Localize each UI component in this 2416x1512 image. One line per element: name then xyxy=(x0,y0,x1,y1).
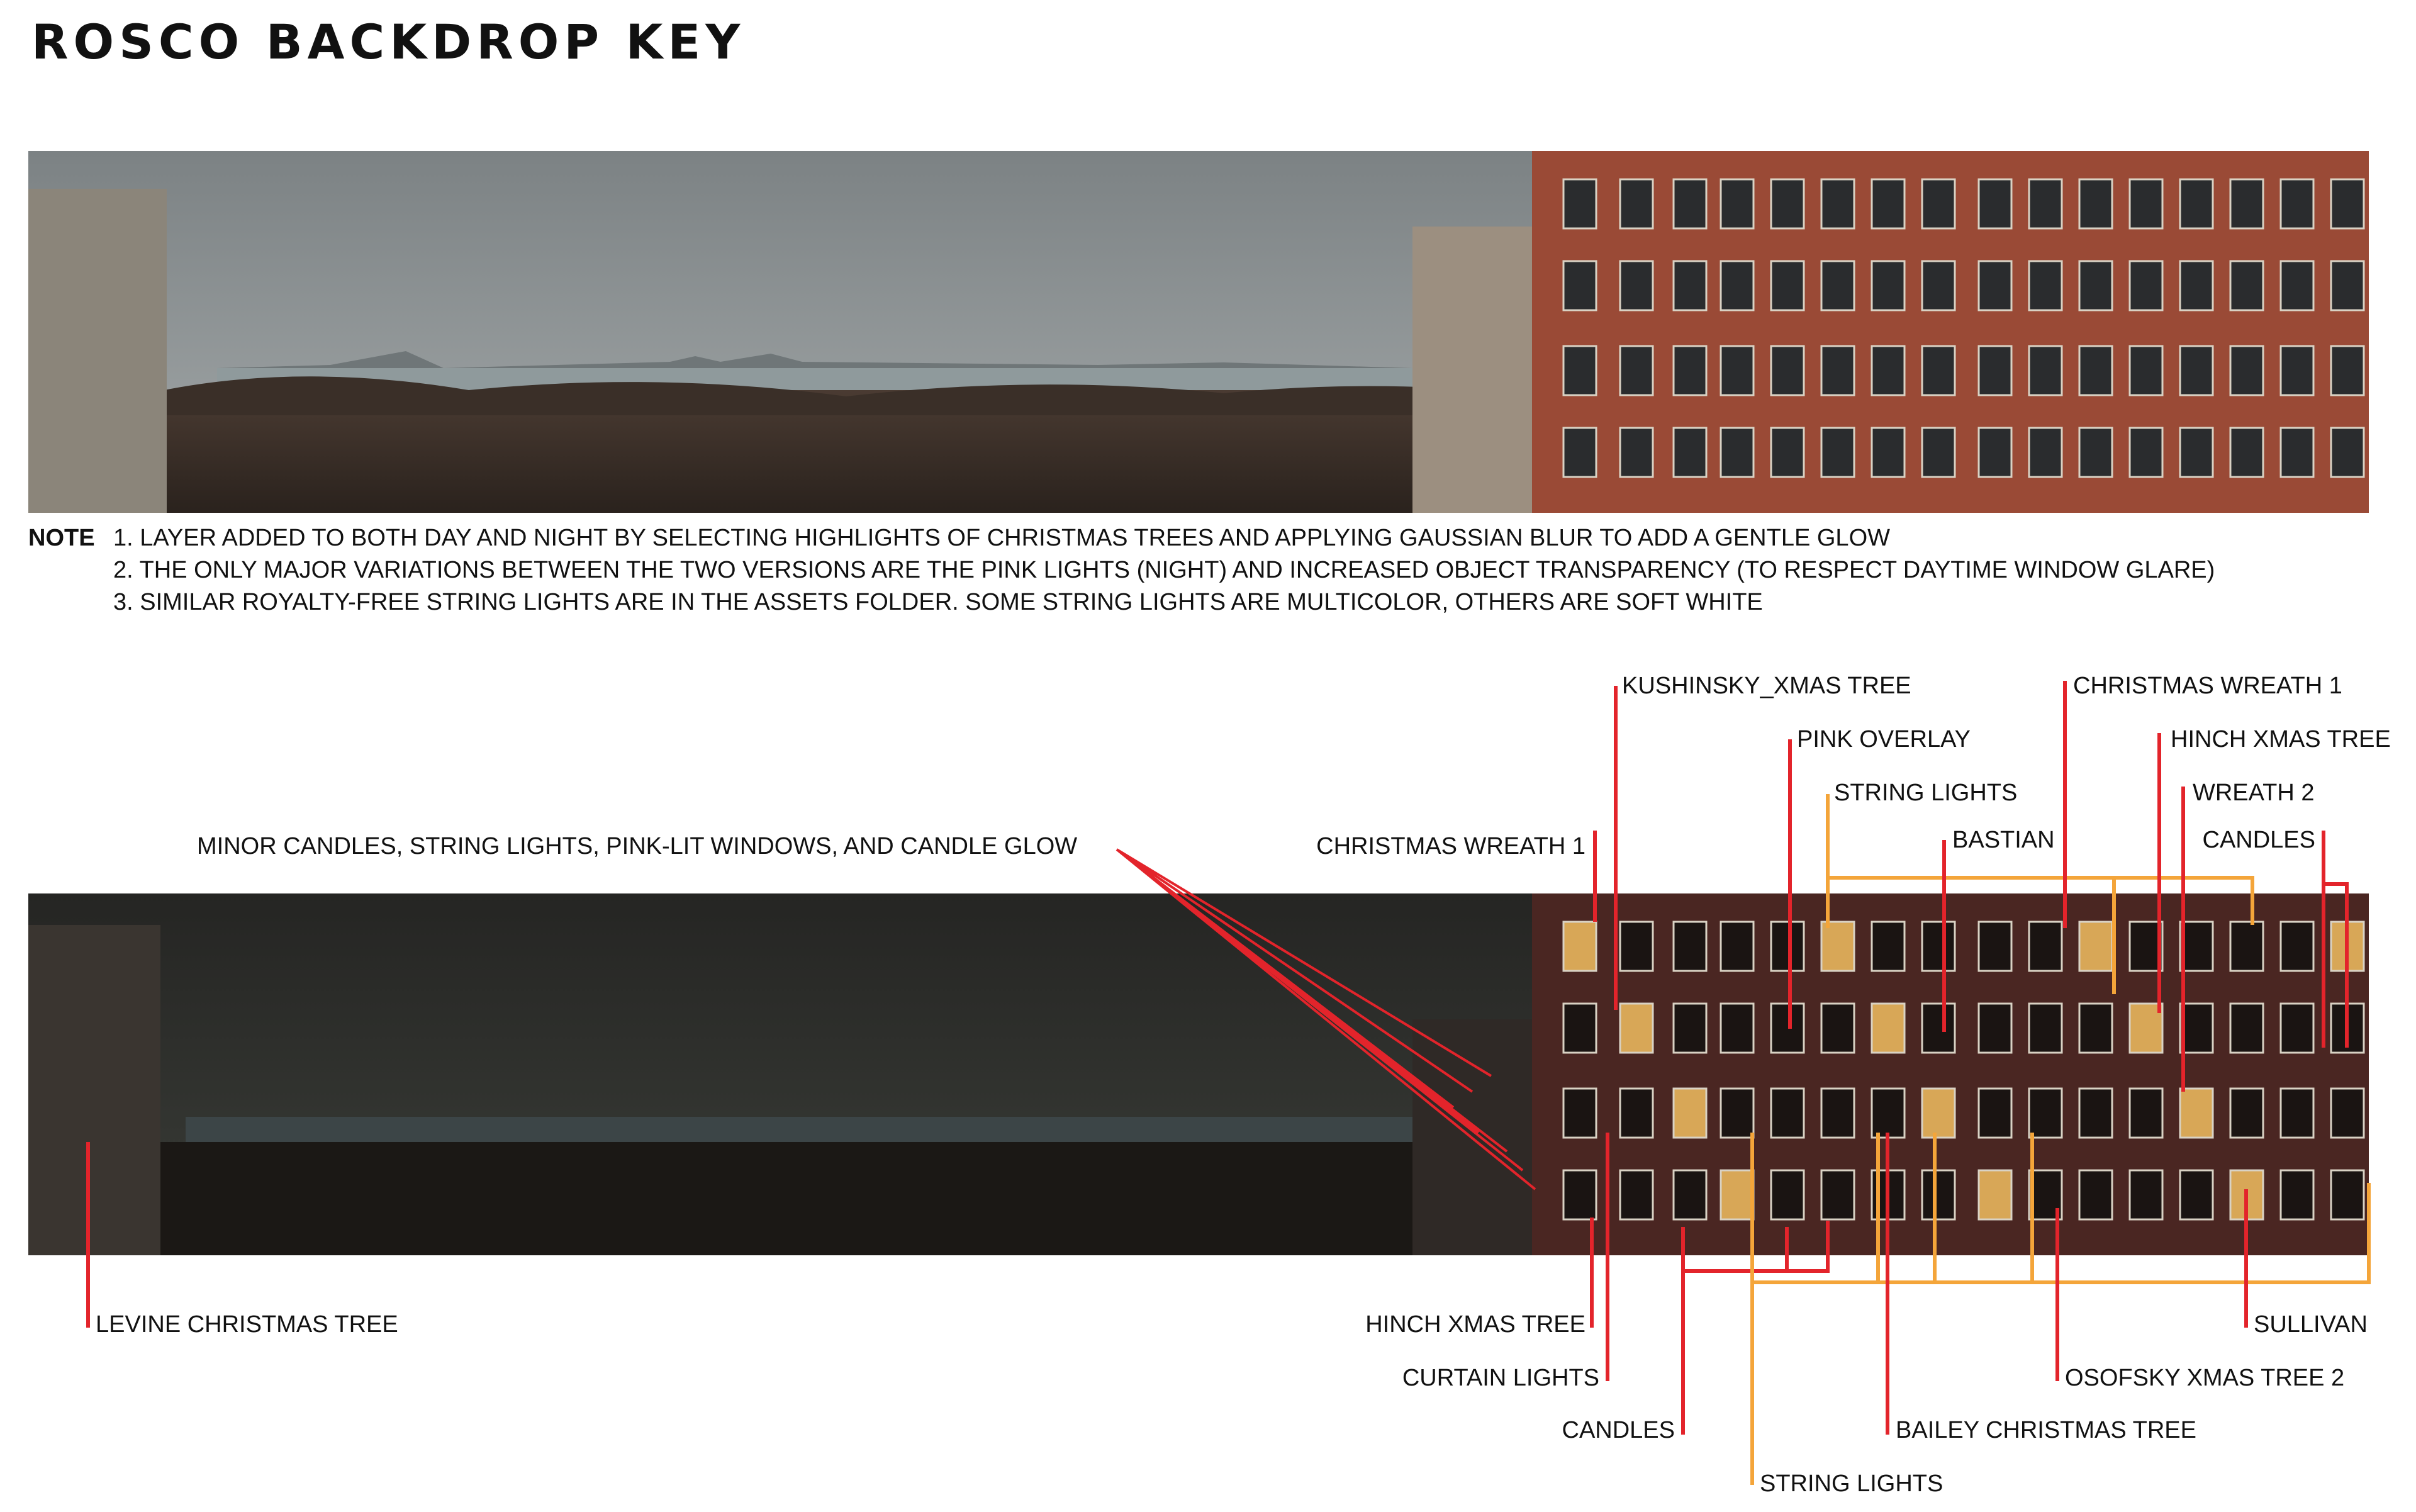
window xyxy=(2130,428,2162,477)
window xyxy=(1872,346,1904,395)
window xyxy=(2331,179,2364,228)
window xyxy=(1922,1004,1955,1053)
window xyxy=(1721,922,1753,971)
window xyxy=(2029,922,2062,971)
label-bastian: BASTIAN xyxy=(1952,827,2055,853)
window xyxy=(2180,261,2213,310)
note-label: NOTE xyxy=(28,525,95,551)
window xyxy=(2130,922,2162,971)
window xyxy=(2130,1089,2162,1138)
window xyxy=(2079,346,2112,395)
window xyxy=(1922,261,1955,310)
label-wreath-2: WREATH 2 xyxy=(2193,780,2315,806)
window xyxy=(2180,179,2213,228)
window xyxy=(1872,179,1904,228)
window xyxy=(1620,261,1653,310)
window xyxy=(1922,1089,1955,1138)
note-item-1: 1. LAYER ADDED TO BOTH DAY AND NIGHT BY SELECTING HIGHLIGHTS OF CHRISTMAS TREES AND APPLYING GAUSSIAN BLUR TO ADD A GENTLE GLOW xyxy=(113,525,1890,551)
day-left-building xyxy=(28,189,167,513)
label-kushinsky-tree: KUSHINSKY_XMAS TREE xyxy=(1622,673,1911,699)
window xyxy=(1721,179,1753,228)
window xyxy=(2079,428,2112,477)
window xyxy=(2029,1089,2062,1138)
window xyxy=(2029,1004,2062,1053)
label-sullivan: SULLIVAN xyxy=(2254,1311,2368,1338)
window xyxy=(1563,428,1596,477)
window xyxy=(2029,1170,2062,1219)
window xyxy=(2230,179,2263,228)
window xyxy=(1872,922,1904,971)
window xyxy=(2180,1170,2213,1219)
note-row-2 xyxy=(28,554,2215,586)
window xyxy=(1821,1004,1854,1053)
label-minor-candles: MINOR CANDLES, STRING LIGHTS, PINK-LIT WINDOWS, AND CANDLE GLOW xyxy=(197,833,1078,860)
window xyxy=(2180,1089,2213,1138)
window xyxy=(2281,1004,2313,1053)
window xyxy=(1821,261,1854,310)
label-christmas-wreath-left: CHRISTMAS WREATH 1 xyxy=(1316,833,1586,860)
window xyxy=(2281,922,2313,971)
window xyxy=(1872,1170,1904,1219)
window xyxy=(1721,1089,1753,1138)
window xyxy=(2230,428,2263,477)
window xyxy=(1922,346,1955,395)
window xyxy=(1674,1170,1706,1219)
note-item-3: 3. SIMILAR ROYALTY-FREE STRING LIGHTS ARE IN THE ASSETS FOLDER. SOME STRING LIGHTS ARE MULTICOLOR, OTHERS ARE SOFT WHITE xyxy=(113,589,1763,615)
window xyxy=(1922,1170,1955,1219)
window xyxy=(1563,1089,1596,1138)
window xyxy=(2230,261,2263,310)
window xyxy=(1620,922,1653,971)
window xyxy=(2029,261,2062,310)
label-osofsky-tree: OSOFSKY XMAS TREE 2 xyxy=(2065,1365,2345,1391)
window xyxy=(2281,346,2313,395)
window xyxy=(2331,261,2364,310)
window xyxy=(2079,1170,2112,1219)
window xyxy=(1563,1170,1596,1219)
window xyxy=(1674,922,1706,971)
window xyxy=(2331,346,2364,395)
window xyxy=(1872,261,1904,310)
window xyxy=(2180,346,2213,395)
window xyxy=(2331,1089,2364,1138)
window xyxy=(1979,1170,2011,1219)
window xyxy=(1674,1004,1706,1053)
window xyxy=(1872,1004,1904,1053)
window xyxy=(2079,1004,2112,1053)
window xyxy=(2029,179,2062,228)
window xyxy=(2130,179,2162,228)
note-row-1 xyxy=(28,522,2215,554)
window xyxy=(2230,1089,2263,1138)
window xyxy=(1771,1170,1804,1219)
window xyxy=(2079,1089,2112,1138)
window xyxy=(1674,179,1706,228)
page-title: ROSCO BACKDROP KEY xyxy=(31,14,746,70)
window xyxy=(2281,1170,2313,1219)
window xyxy=(1771,1089,1804,1138)
window xyxy=(1872,428,1904,477)
night-panorama xyxy=(28,893,2369,1255)
window xyxy=(1979,1004,2011,1053)
window xyxy=(1922,922,1955,971)
window xyxy=(1979,428,2011,477)
window xyxy=(1821,179,1854,228)
window xyxy=(1563,346,1596,395)
window xyxy=(2130,1170,2162,1219)
window xyxy=(2079,179,2112,228)
window xyxy=(2079,922,2112,971)
window xyxy=(2180,428,2213,477)
window xyxy=(1620,428,1653,477)
window xyxy=(1620,179,1653,228)
notes-block xyxy=(28,522,2215,619)
window xyxy=(1563,922,1596,971)
window xyxy=(1771,428,1804,477)
window xyxy=(1674,346,1706,395)
window xyxy=(1771,346,1804,395)
window xyxy=(2180,1004,2213,1053)
label-hinch-tree-bottom: HINCH XMAS TREE xyxy=(1365,1311,1586,1338)
window xyxy=(2230,922,2263,971)
window xyxy=(1563,1004,1596,1053)
window xyxy=(1979,261,2011,310)
window xyxy=(1922,179,1955,228)
label-levine-tree: LEVINE CHRISTMAS TREE xyxy=(96,1311,398,1338)
window xyxy=(1721,261,1753,310)
window xyxy=(2029,428,2062,477)
label-christmas-wreath-right: CHRISTMAS WREATH 1 xyxy=(2073,673,2342,699)
window xyxy=(1979,179,2011,228)
window xyxy=(2079,261,2112,310)
window xyxy=(1721,1170,1753,1219)
window xyxy=(1721,346,1753,395)
window xyxy=(1721,428,1753,477)
window xyxy=(1872,1089,1904,1138)
night-left-building xyxy=(28,925,160,1255)
label-candles-bottom: CANDLES xyxy=(1562,1417,1675,1443)
window xyxy=(1674,261,1706,310)
window xyxy=(1771,1004,1804,1053)
window xyxy=(1821,922,1854,971)
label-string-lights-bottom: STRING LIGHTS xyxy=(1760,1470,1943,1497)
window xyxy=(2331,428,2364,477)
window xyxy=(2230,1004,2263,1053)
night-river xyxy=(186,1117,1412,1145)
window xyxy=(1620,346,1653,395)
window xyxy=(2029,346,2062,395)
window xyxy=(1563,261,1596,310)
note-item-2: 2. THE ONLY MAJOR VARIATIONS BETWEEN THE TWO VERSIONS ARE THE PINK LIGHTS (NIGHT) AND INCREASED OBJECT TRANSPARENCY (TO RESPECT DAYTIME WINDOW GLARE) xyxy=(113,557,2215,583)
window xyxy=(2230,346,2263,395)
window xyxy=(1620,1170,1653,1219)
window xyxy=(2130,261,2162,310)
night-trees xyxy=(28,1142,1551,1255)
window xyxy=(1771,261,1804,310)
window xyxy=(2281,428,2313,477)
window xyxy=(2331,922,2364,971)
window xyxy=(1721,1004,1753,1053)
window xyxy=(1674,428,1706,477)
note-row-3 xyxy=(28,586,2215,619)
day-panorama xyxy=(28,151,2369,513)
window xyxy=(2230,1170,2263,1219)
window xyxy=(2281,1089,2313,1138)
window xyxy=(1821,1089,1854,1138)
window xyxy=(1620,1089,1653,1138)
window xyxy=(1771,179,1804,228)
window xyxy=(2331,1170,2364,1219)
window xyxy=(2180,922,2213,971)
window xyxy=(1674,1089,1706,1138)
window xyxy=(1563,179,1596,228)
window xyxy=(1922,428,1955,477)
window xyxy=(1821,1170,1854,1219)
window xyxy=(1620,1004,1653,1053)
label-candles-top: CANDLES xyxy=(2202,827,2315,853)
window xyxy=(2331,1004,2364,1053)
window xyxy=(1821,346,1854,395)
window xyxy=(2130,346,2162,395)
label-bailey-tree: BAILEY CHRISTMAS TREE xyxy=(1896,1417,2196,1443)
window xyxy=(1979,1089,2011,1138)
window xyxy=(1821,428,1854,477)
window xyxy=(2281,261,2313,310)
window xyxy=(2130,1004,2162,1053)
label-curtain-lights: CURTAIN LIGHTS xyxy=(1402,1365,1599,1391)
window xyxy=(1979,922,2011,971)
window xyxy=(1771,922,1804,971)
label-string-lights-top: STRING LIGHTS xyxy=(1834,780,2018,806)
label-hinch-tree-top: HINCH XMAS TREE xyxy=(2171,726,2391,753)
window xyxy=(1979,346,2011,395)
window xyxy=(2281,179,2313,228)
label-pink-overlay: PINK OVERLAY xyxy=(1797,726,1971,753)
